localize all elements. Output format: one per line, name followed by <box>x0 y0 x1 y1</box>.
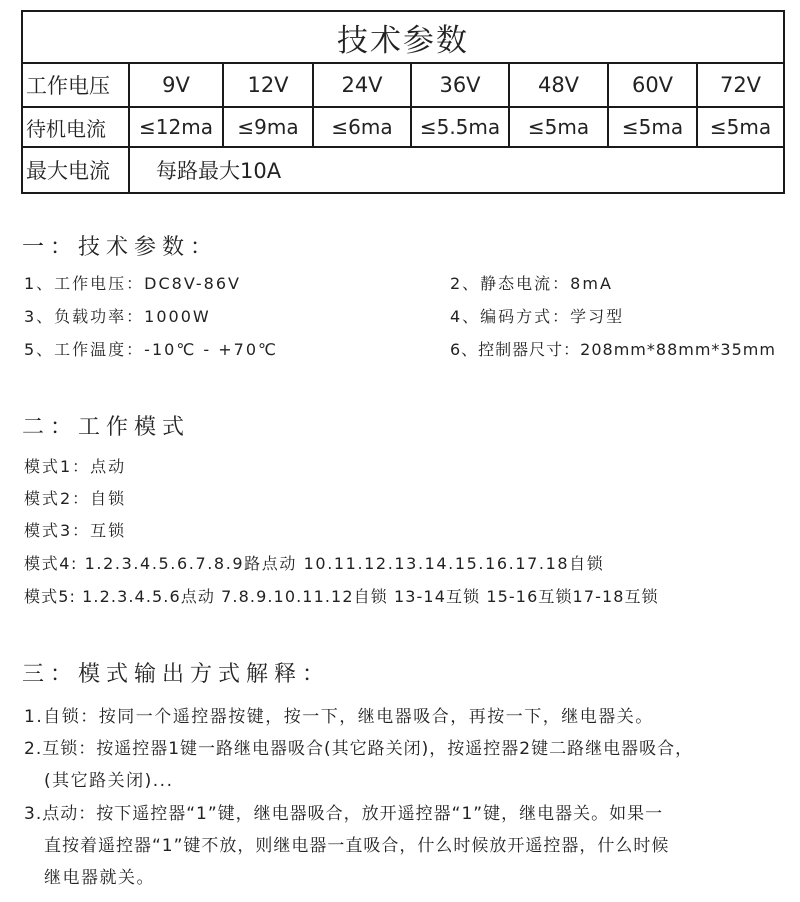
explain-line: 1.自锁：按同一个遥控器按键，按一下，继电器吸合，再按一下，继电器关。 <box>24 707 654 727</box>
spec-table <box>21 10 785 194</box>
voltage-row <box>22 63 784 107</box>
spec-item: 4、编码方式：学习型 <box>450 307 625 326</box>
section2-title: 二：工作模式 <box>22 415 191 440</box>
explain-line: (其它路关闭)... <box>44 771 174 791</box>
mode-item: 模式5: 1.2.3.4.5.6点动 7.8.9.10.11.12自锁 13-14互锁 15-16互锁17-18互锁 <box>24 587 659 606</box>
standby-cell: ≤9ma <box>223 107 313 147</box>
voltage-cell: 72V <box>697 63 784 107</box>
mode-item: 模式3：互锁 <box>24 521 127 540</box>
standby-row <box>22 107 784 147</box>
mode-item: 模式1：点动 <box>24 457 127 476</box>
section3-title: 三：模式输出方式解释： <box>22 662 331 687</box>
explain-line: 3.点动：按下遥控器“1”键，继电器吸合，放开遥控器“1”键，继电器关。如果一 <box>24 804 664 824</box>
standby-cell: ≤5.5ma <box>411 107 509 147</box>
table-title: 技术参数 <box>22 11 784 63</box>
standby-cell: ≤5ma <box>697 107 784 147</box>
explain-line: 2.互锁：按遥控器1键一路继电器吸合(其它路关闭)，按遥控器2键二路继电器吸合， <box>24 739 694 759</box>
explain-line: 直按着遥控器“1”键不放，则继电器一直吸合，什么时候放开遥控器，什么时候 <box>44 836 670 856</box>
max-current-row <box>22 147 784 193</box>
standby-cell: ≤12ma <box>129 107 223 147</box>
spec-item: 2、静态电流：8mA <box>450 274 613 293</box>
mode-item: 模式2：自锁 <box>24 489 127 508</box>
voltage-cell: 48V <box>509 63 608 107</box>
standby-cell: ≤5ma <box>608 107 697 147</box>
voltage-cell: 60V <box>608 63 697 107</box>
standby-label: 待机电流 <box>22 107 129 147</box>
mode-item: 模式4: 1.2.3.4.5.6.7.8.9路点动 10.11.12.13.14.15.16.17.18自锁 <box>24 554 605 573</box>
spec-item: 1、工作电压：DC8V-86V <box>24 274 241 293</box>
voltage-cell: 36V <box>411 63 509 107</box>
spec-item: 3、负载功率：1000W <box>24 307 211 326</box>
spec-item: 5、工作温度：-10℃ - +70℃ <box>24 340 278 359</box>
standby-cell: ≤6ma <box>313 107 411 147</box>
max-current-value: 每路最大10A <box>129 147 784 193</box>
explain-line: 继电器就关。 <box>44 868 155 888</box>
max-current-label: 最大电流 <box>22 147 129 193</box>
spec-item: 6、控制器尺寸：208mm*88mm*35mm <box>450 340 776 359</box>
voltage-cell: 12V <box>223 63 313 107</box>
section1-title: 一：技术参数： <box>22 235 219 260</box>
voltage-cell: 9V <box>129 63 223 107</box>
standby-cell: ≤5ma <box>509 107 608 147</box>
voltage-label: 工作电压 <box>22 63 129 107</box>
voltage-cell: 24V <box>313 63 411 107</box>
